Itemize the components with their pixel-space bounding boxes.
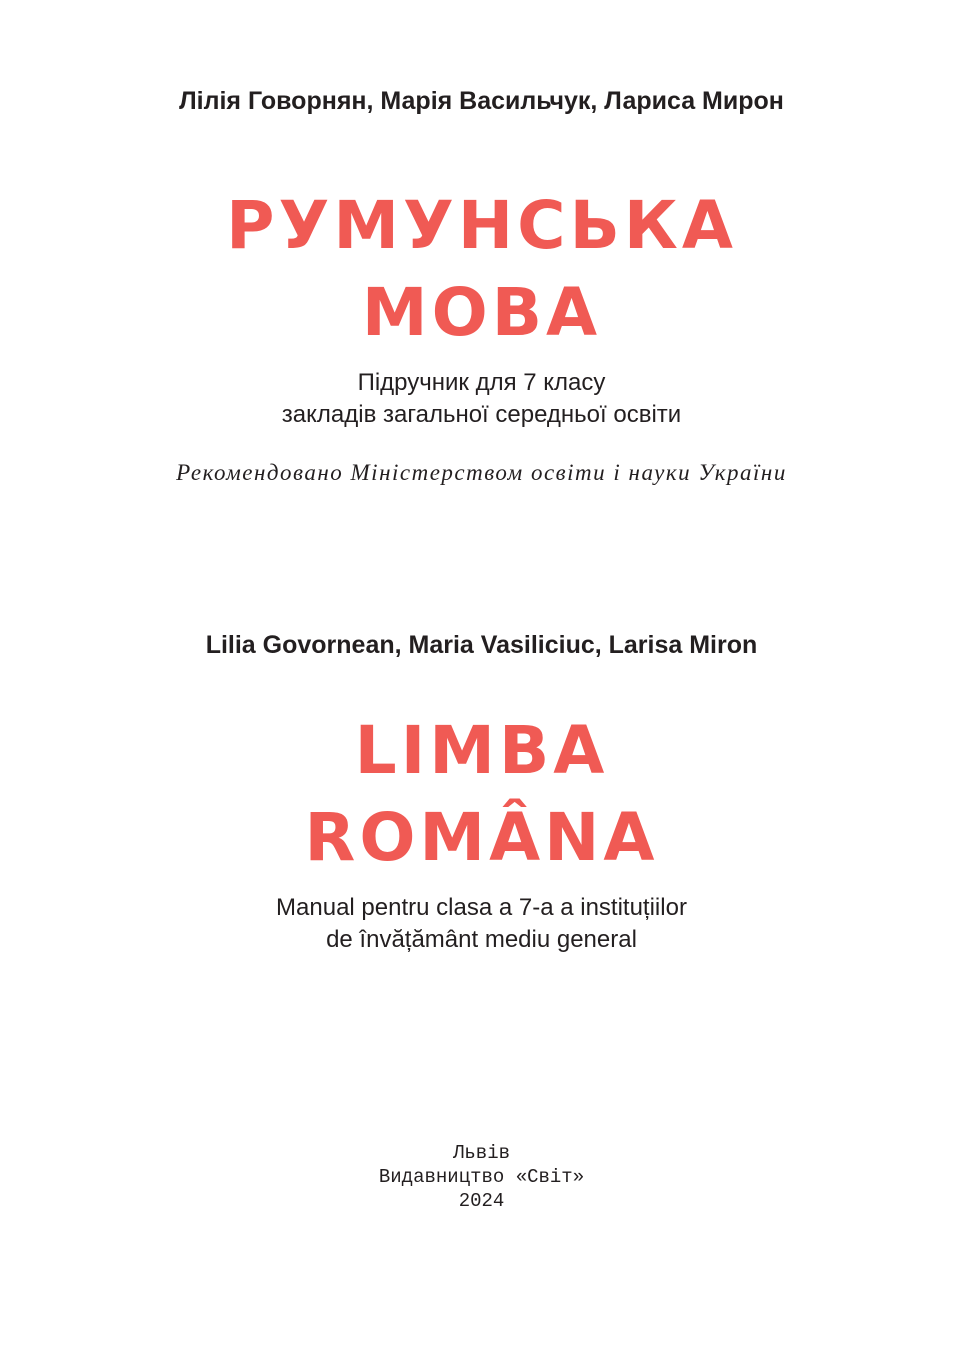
ukrainian-title-line-2: МОВА <box>361 274 602 351</box>
ukrainian-subtitle-line-2: закладів загальної середньої освіти <box>281 401 682 428</box>
imprint-year: 2024 <box>458 1190 505 1212</box>
imprint-publisher: Видавництво «Світ» <box>378 1166 585 1188</box>
romanian-authors: Lilia Govornean, Maria Vasiliciuc, Larisa Miron <box>205 631 758 659</box>
ministry-recommendation: Рекомендовано Міністерством освіти і науки України <box>176 460 787 485</box>
romanian-subtitle-line-1: Manual pentru clasa a 7-a a instituțiilor <box>276 894 687 921</box>
ukrainian-subtitle-line-1: Підручник для 7 класу <box>357 369 606 396</box>
romanian-title-line-1: LIMBA <box>354 712 609 789</box>
romanian-subtitle-line-2: de învățământ mediu general <box>326 926 637 953</box>
romanian-title-line-2: ROMÂNA <box>304 799 659 876</box>
ukrainian-title-line-1: РУМУНСЬКА <box>226 187 737 264</box>
ukrainian-authors: Лілія Говорнян, Марія Васильчук, Лариса Мирон <box>179 87 784 115</box>
imprint-city: Львів <box>452 1142 510 1164</box>
